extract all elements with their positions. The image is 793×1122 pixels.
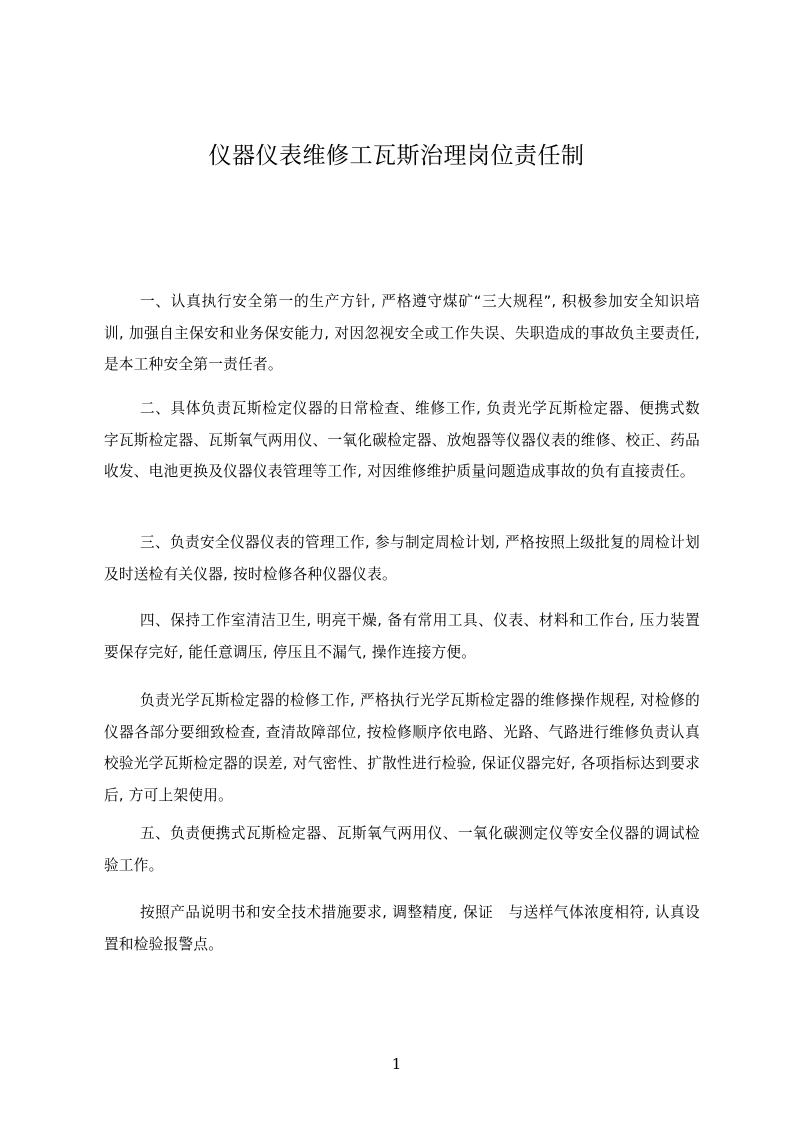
page-number: 1 [391, 1055, 402, 1073]
paragraph-6: 五、负责便携式瓦斯检定器、瓦斯氧气两用仪、一氧化碳测定仪等安全仪器的调试检验工作。 [104, 825, 700, 874]
paragraph-2: 二、具体负责瓦斯检定仪器的日常检查、维修工作, 负责光学瓦斯检定器、便携式数字瓦斯检定器、瓦斯氧气两用仪、一氧化碳检定器、放炮器等仪器仪表的维修、校正、药品收发、电池更换及仪器仪表管理等工作, 对因维修维护质量问题造成事故的负有直接责任。 [104, 400, 700, 480]
paragraph-7: 按照产品说明书和安全技术措施要求, 调整精度, 保证 与送样气体浓度相符, 认真设置和检验报警点。 [104, 904, 700, 953]
paragraph-4: 四、保持工作室清洁卫生, 明亮干燥, 备有常用工具、仪表、材料和工作台, 压力装置要保存完好, 能任意调压, 停压且不漏气, 操作连接方便。 [104, 612, 700, 661]
paragraph-5: 负责光学瓦斯检定器的检修工作, 严格执行光学瓦斯检定器的维修操作规程, 对检修的仪器各部分要细致检查, 查清故障部位, 按检修顺序依电路、光路、气路进行维修负责认真校验光学瓦斯检定器的误差, 对气密性、扩散性进行检验, 保证仪器完好, 各项指标达到要求后, 方可上架使用。 [104, 692, 700, 804]
paragraph-1: 一、认真执行安全第一的生产方针, 严格遵守煤矿“三大规程”, 积极参加安全知识培训, 加强自主保安和业务保安能力, 对因忽视安全或工作失误、失职造成的事故负主要责任, 是本工种安全第一责任者。 [104, 293, 700, 373]
document-title: 仪器仪表维修工瓦斯治理岗位责任制 [208, 143, 585, 169]
paragraph-3: 三、负责安全仪器仪表的管理工作, 参与制定周检计划, 严格按照上级批复的周检计划及时送检有关仪器, 按时检修各种仪器仪表。 [104, 534, 700, 583]
